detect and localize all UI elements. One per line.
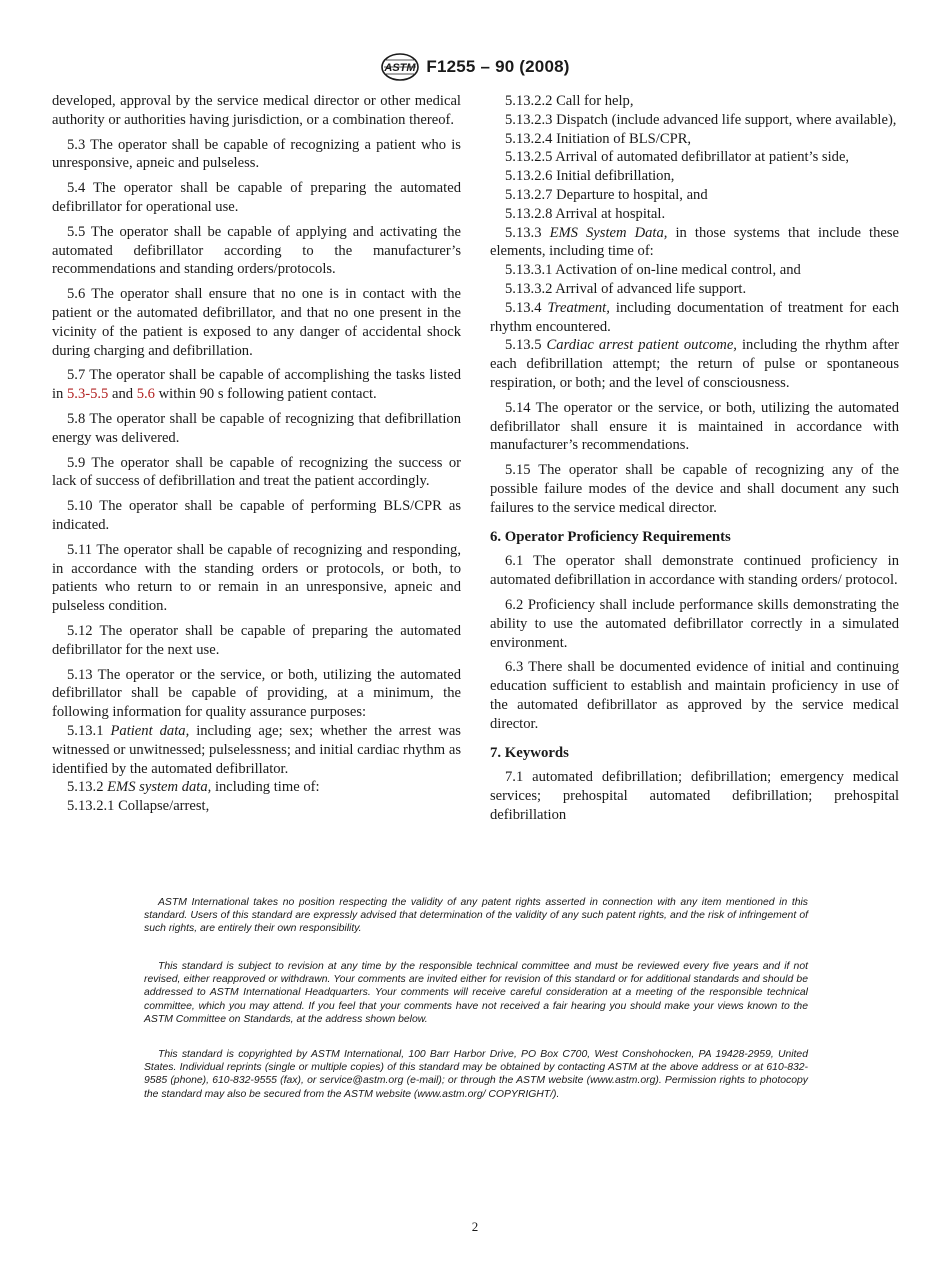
footer-patent-notice [144, 896, 808, 936]
para-num: 5.13.2 [67, 779, 108, 796]
astm-logo-icon [380, 52, 420, 82]
paragraph-6-1: 6.1 The operator shall demonstrate continued proficiency in automated defibrillation in accordance with standing orders/ protocol. [490, 553, 899, 589]
para-term: Patient data, [110, 722, 190, 739]
paragraph-6-3: 6.3 There shall be documented evidence of initial and continuing education sufficient to establish and maintain proficiency in use of the automated defibrillator as approved by the service medical director. [490, 659, 899, 732]
paragraph-5-4: 5.4 The operator shall be capable of preparing the automated defibrillator for operational use. [52, 180, 461, 215]
paragraph-5-7 [52, 366, 461, 404]
paragraph-5-11: 5.11 The operator shall be capable of recognizing and responding, in accordance with the standing orders or protocols, or both, to patients who return to or remain in an unresponsive, apneic and pulseless condition. [52, 541, 461, 615]
paragraph-7-1: 7.1 automated defibrillation; defibrillation; emergency medical services; prehospital automated defibrillation; prehospital defibrillation [490, 769, 899, 823]
paragraph-5-7-end: within 90 s following patient contact. [154, 386, 377, 403]
paragraph-5-7-and: and [108, 386, 137, 403]
para-text: including time of: [211, 779, 320, 796]
para-term: EMS System Data, [549, 224, 668, 241]
paragraph-5-13-2-7: 5.13.2.7 Departure to hospital, and [505, 186, 708, 203]
document-designation: F1255 – 90 (2008) [426, 57, 570, 76]
section-link-5-3-5-5[interactable]: 5.3-5.5 [67, 386, 109, 403]
paragraph-5-13-2-3: 5.13.2.3 Dispatch (include advanced life support, where available), [505, 111, 897, 128]
page-header [0, 52, 950, 82]
right-column [490, 92, 899, 831]
paragraph-6-2: 6.2 Proficiency shall include performance skills demonstrating the ability to use the automated defibrillator correctly in a simulated environment. [490, 596, 899, 651]
paragraph-5-3: 5.3 The operator shall be capable of recognizing a patient who is unresponsive, apneic and pulseless. [52, 136, 461, 172]
paragraph-continuation: developed, approval by the service medical director or other medical authority or authorities having jurisdiction, or a combination thereof. [52, 93, 461, 128]
para-text: in those systems that include these elements, including time of: [490, 224, 900, 260]
para-term: Cardiac arrest patient outcome, [546, 337, 737, 354]
para-text: including age; sex; whether the arrest was witnessed or unwitnessed; pulselessness; and initial cardiac rhythm as identified by the automated defibrillator. [52, 722, 461, 777]
paragraph-5-13-2-5: 5.13.2.5 Arrival of automated defibrillator at patient’s side, [505, 149, 850, 166]
paragraph-5-6: 5.6 The operator shall ensure that no one is in contact with the patient or the automated defibrillator, and that no one present in the vicinity of the patient is exposed to any danger of accidental shock during charging and defibrillation. [52, 286, 461, 359]
para-text: including documentation of treatment for each rhythm encountered. [490, 299, 899, 335]
paragraph-5-13-3-2: 5.13.3.2 Arrival of advanced life support. [505, 280, 747, 297]
footer-revision-notice [144, 960, 808, 1026]
paragraph-5-13-2-2: 5.13.2.2 Call for help, [505, 93, 634, 109]
paragraph-5-7-text: 5.7 The operator shall be capable of accomplishing the tasks listed in [52, 367, 461, 403]
paragraph-5-13-2-6: 5.13.2.6 Initial defibrillation, [505, 168, 675, 185]
paragraph-5-13-2-8: 5.13.2.8 Arrival at hospital. [505, 205, 666, 222]
paragraph-5-13-2 [52, 778, 461, 797]
para-text: including the rhythm after each defibrillation attempt; the return of pulse or spontaneous respiration, or both; and the level of consciousness. [490, 337, 900, 391]
revision-notice-text: This standard is subject to revision at any time by the responsible technical committee and must be reviewed every five years and if not revised, either reapproved or withdrawn. Your comments are invited either for revision of this standard or for additional standards and should be addressed to ASTM International Headquarters. Your comments will receive careful consideration at a meeting of the responsible technical committee, which you may attend. If you feel that your comments have not received a fair hearing you should make your views known to the ASTM Committee on Standards, at the address shown below. [144, 961, 808, 1025]
paragraph-5-13-1 [52, 722, 461, 778]
copyright-notice-text: This standard is copyrighted by ASTM International, 100 Barr Harbor Drive, PO Box C700, West Conshohocken, PA 19428-2959, United States. Individual reprints (single or multiple copies) of this standard may be obtained by contacting ASTM at the above address or at 610-832-9585 (phone), 610-832-9555 (fax), or service@astm.org (e-mail); or through the ASTM website (www.astm.org). Permission rights to photocopy the standard may also be secured from the ASTM website (www.astm.org/ COPYRIGHT/). [144, 1049, 808, 1100]
para-num: 5.13.4 [505, 299, 548, 316]
paragraph-5-10: 5.10 The operator shall be capable of performing BLS/CPR as indicated. [52, 498, 461, 533]
para-num: 5.13.3 [505, 224, 550, 241]
paragraph-5-13-4 [490, 299, 899, 337]
paragraph-5-13-3-1: 5.13.3.1 Activation of on-line medical control, and [505, 262, 801, 279]
section-heading-6: 6. Operator Proficiency Requirements [490, 528, 731, 545]
paragraph-5-5: 5.5 The operator shall be capable of applying and activating the automated defibrillator according to the manufacturer’s recommendations and standing orders/protocols. [52, 223, 461, 278]
paragraph-5-15: 5.15 The operator shall be capable of recognizing any of the possible failure modes of the device and shall document any such failures to the service medical director. [490, 462, 899, 516]
para-num: 5.13.5 [505, 337, 547, 354]
paragraph-5-13-3 [490, 224, 899, 262]
paragraph-5-13-2-1: 5.13.2.1 Collapse/arrest, [67, 798, 210, 815]
section-heading-7: 7. Keywords [490, 744, 569, 761]
page-number: 2 [471, 1219, 479, 1234]
para-num: 5.13.1 [67, 722, 111, 739]
paragraph-5-13: 5.13 The operator or the service, or both, utilizing the automated defibrillator shall be capable of providing, at a minimum, the following information for quality assurance purposes: [52, 666, 461, 721]
paragraph-5-13-2-4: 5.13.2.4 Initiation of BLS/CPR, [505, 130, 692, 147]
footer-copyright-notice [144, 1048, 808, 1101]
paragraph-5-13-5 [490, 336, 899, 392]
paragraph-5-14: 5.14 The operator or the service, or both, utilizing the automated defibrillator shall ensure it is maintained in accordance with manufacturer’s recommendations. [490, 399, 899, 454]
left-column [52, 92, 461, 816]
para-term: Treatment, [547, 299, 610, 316]
paragraph-5-12: 5.12 The operator shall be capable of preparing the automated defibrillator for the next use. [52, 622, 461, 658]
paragraph-5-9: 5.9 The operator shall be capable of recognizing the success or lack of success of defibrillation and treat the patient accordingly. [52, 454, 461, 490]
paragraph-5-8: 5.8 The operator shall be capable of recognizing that defibrillation energy was delivered. [52, 410, 461, 446]
patent-notice-text: ASTM International takes no position respecting the validity of any patent rights asserted in connection with any item mentioned in this standard. Users of this standard are expressly advised that determination of the validity of any such patent rights, and the risk of infringement of such rights, are entirely their own responsibility. [144, 897, 808, 935]
para-term: EMS system data, [107, 779, 212, 796]
logo-text: ASTM [384, 62, 416, 74]
section-link-5-6[interactable]: 5.6 [136, 386, 155, 403]
